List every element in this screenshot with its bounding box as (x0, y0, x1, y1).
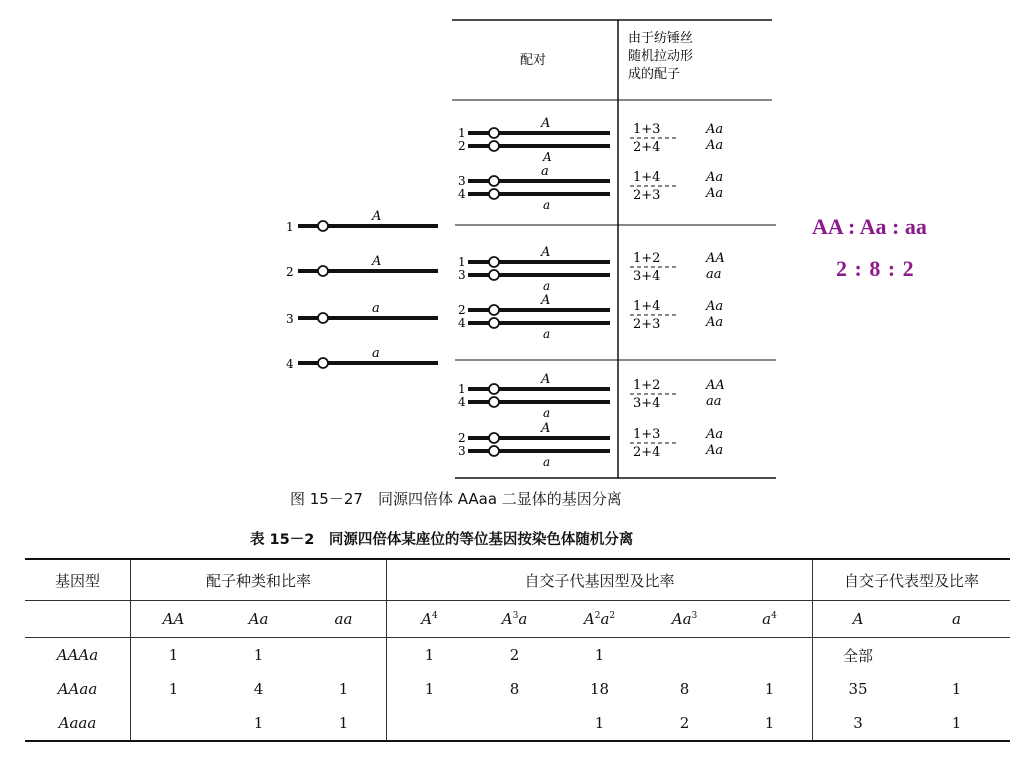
allele-label: A (372, 209, 382, 224)
gamete-bottom: 2+3 (633, 188, 661, 203)
centromere (318, 358, 328, 368)
cell: 1 (727, 706, 813, 741)
cell: 1 (951, 714, 962, 732)
gamete-genotype: Aa (706, 315, 724, 330)
cell: 1 (301, 672, 387, 706)
allele-label: A (541, 245, 551, 260)
gamete-top: 1+2 (633, 251, 661, 266)
row-genotype: AAAa (25, 638, 131, 673)
chromosome-number: 1 (286, 220, 294, 234)
pair-number: 1 (458, 126, 466, 140)
gamete-genotype: Aa (706, 170, 724, 185)
ratio-genotype-labels: AA : Aa : aa (812, 214, 927, 239)
pair-number: 2 (458, 303, 466, 317)
cell: 1 (168, 646, 179, 664)
table-subheader-row (25, 601, 1010, 638)
table-row (25, 706, 1010, 741)
header-gamete: 配子种类和比率 (131, 559, 387, 601)
gamete-top: 1+4 (633, 170, 661, 185)
cell: 4 (253, 680, 264, 698)
header-gamete-line: 由于纺锤丝 (628, 31, 694, 46)
pair-number: 3 (458, 268, 466, 282)
allele-label: a (372, 301, 380, 316)
cell: 2 (509, 646, 520, 664)
header-genotype: 基因型 (25, 559, 131, 601)
cell: 8 (679, 680, 690, 698)
centromere (318, 313, 328, 323)
subheader-gamete-AA: AA (131, 601, 217, 638)
cell: 1 (168, 680, 179, 698)
centromere (489, 176, 499, 186)
allele-label: A (541, 293, 551, 308)
subheader-blank (25, 601, 131, 638)
subheader-A4: $A^4$ (387, 601, 473, 638)
header-selfing-genotype: 自交子代基因型及比率 (387, 559, 813, 601)
table-row (25, 672, 1010, 706)
cell: 1 (594, 646, 605, 664)
gamete-genotype: Aa (706, 186, 724, 201)
cell: 1 (424, 646, 435, 664)
centromere (489, 433, 499, 443)
pair-number: 3 (458, 444, 466, 458)
gamete-top: 1+4 (633, 299, 661, 314)
gamete-bottom: 2+4 (633, 140, 661, 155)
gamete-genotype: aa (706, 267, 722, 282)
allele-label: a (543, 279, 551, 293)
pair-number: 4 (458, 187, 466, 201)
gamete-genotype: aa (706, 394, 722, 409)
chromosome-number: 2 (286, 265, 294, 279)
cell: 35 (848, 680, 868, 698)
cell (472, 706, 557, 741)
cell: 全部 (842, 646, 873, 665)
cell: 1 (951, 680, 962, 698)
centromere (489, 384, 499, 394)
gamete-genotype: Aa (706, 299, 724, 314)
subheader-A3a: $A^3a$ (472, 601, 557, 638)
allele-label: a (543, 406, 551, 420)
cell: 3 (853, 714, 863, 732)
allele-label: A (372, 254, 382, 269)
figure-caption: 图 15－27 同源四倍体 AAaa 二显体的基因分离 (290, 490, 622, 508)
cell: 1 (301, 706, 387, 741)
gamete-genotype: Aa (706, 138, 724, 153)
cell (903, 638, 1010, 673)
table-title: 表 15－2 同源四倍体某座位的等位基因按染色体随机分离 (250, 532, 634, 548)
subheader-gamete-aa: aa (301, 601, 387, 638)
pair-number: 2 (458, 139, 466, 153)
allele-label: a (543, 198, 551, 212)
gamete-bottom: 3+4 (633, 396, 661, 411)
allele-label: A (541, 421, 551, 436)
header-gamete-line: 随机拉动形 (628, 49, 694, 64)
cell (727, 638, 813, 673)
cell (131, 706, 217, 741)
cell: 1 (253, 714, 264, 732)
centromere (318, 266, 328, 276)
header-selfing-phenotype: 自交子代表型及比率 (813, 559, 1011, 601)
pair-number: 1 (458, 255, 466, 269)
centromere (489, 305, 499, 315)
gamete-genotype: Aa (706, 427, 724, 442)
pair-number: 2 (458, 431, 466, 445)
gamete-genotype: AA (706, 378, 725, 393)
allele-label: a (372, 346, 380, 361)
centromere (489, 318, 499, 328)
cell: 2 (679, 714, 690, 732)
allele-label: a (543, 455, 551, 469)
chromosome-number: 4 (286, 357, 294, 371)
centromere (489, 141, 499, 151)
allele-label: A (541, 116, 551, 131)
cell: 1 (727, 672, 813, 706)
gamete-top: 1+3 (633, 427, 661, 442)
cell (301, 638, 387, 673)
header-gamete-line: 成的配子 (628, 67, 681, 82)
cell: 1 (594, 714, 605, 732)
gamete-bottom: 2+4 (633, 445, 661, 460)
gamete-genotype: AA (706, 251, 725, 266)
subheader-A2a2: $A^2a^2$ (557, 601, 642, 638)
allele-label: A (541, 372, 551, 387)
row-genotype: AAaa (25, 672, 131, 706)
centromere (489, 446, 499, 456)
ratio-values: 2 : 8 : 2 (836, 256, 915, 281)
chromosome-number: 3 (286, 312, 294, 326)
gamete-bottom: 2+3 (633, 317, 661, 332)
cell (387, 706, 473, 741)
cell: 1 (424, 680, 435, 698)
gamete-top: 1+2 (633, 378, 661, 393)
centromere (489, 270, 499, 280)
header-pair: 配对 (520, 53, 547, 68)
gamete-top: 1+3 (633, 122, 661, 137)
table-row (25, 638, 1010, 673)
subheader-a4: $a^4$ (727, 601, 813, 638)
cell: 18 (589, 680, 610, 698)
pair-number: 1 (458, 382, 466, 396)
centromere (489, 189, 499, 199)
subheader-gamete-Aa: Aa (216, 601, 301, 638)
subheader-phenotype-A: A (813, 601, 904, 638)
pair-number: 3 (458, 174, 466, 188)
cell: 8 (509, 680, 520, 698)
cell (642, 638, 727, 673)
gamete-genotype: Aa (706, 443, 724, 458)
centromere (318, 221, 328, 231)
pair-number: 4 (458, 395, 466, 409)
gamete-genotype: Aa (706, 122, 724, 137)
centromere (489, 128, 499, 138)
allele-label: a (541, 164, 549, 179)
pair-number: 4 (458, 316, 466, 330)
row-genotype: Aaaa (25, 706, 131, 741)
gamete-bottom: 3+4 (633, 269, 661, 284)
table-group-header-row (25, 559, 1010, 601)
centromere (489, 397, 499, 407)
allele-label: A (543, 150, 552, 164)
centromere (489, 257, 499, 267)
subheader-Aa3: Aa$^3$ (642, 601, 727, 638)
allele-segregation-table (25, 558, 1010, 742)
subheader-phenotype-a: a (903, 601, 1010, 638)
allele-label: a (543, 327, 551, 341)
cell: 1 (253, 646, 264, 664)
